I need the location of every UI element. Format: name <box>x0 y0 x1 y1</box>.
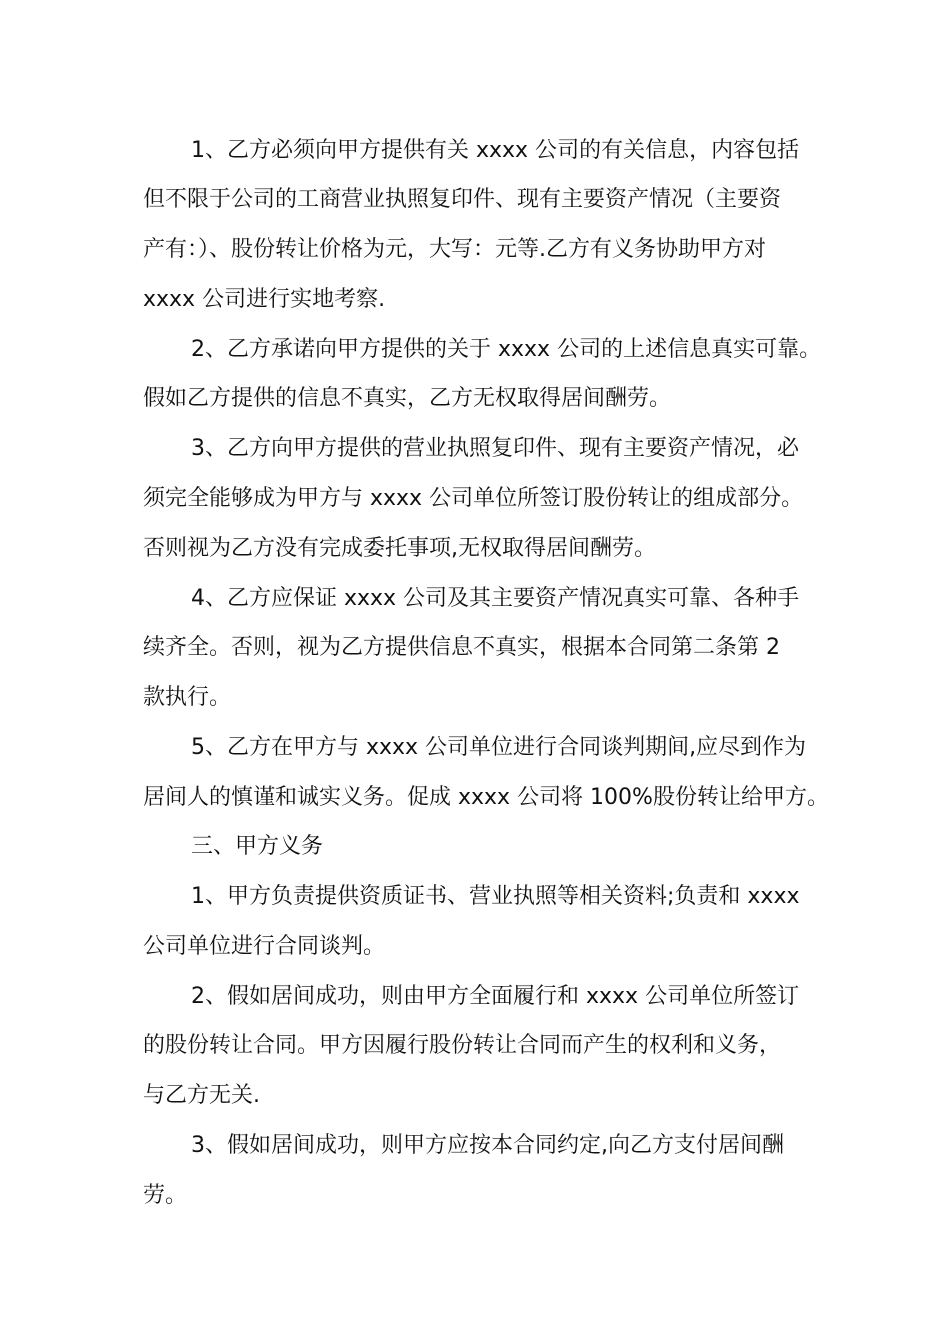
text-line: 1、乙方必须向甲方提供有关 xxxx 公司的有关信息，内容包括 <box>191 138 800 163</box>
text-line: 须完全能够成为甲方与 xxxx 公司单位所签订股份转让的组成部分。 <box>143 486 804 511</box>
text-line: 与乙方无关. <box>143 1083 260 1108</box>
text-line: 5、乙方在甲方与 xxxx 公司单位进行合同谈判期间,应尽到作为 <box>191 735 807 760</box>
text-line: 假如乙方提供的信息不真实，乙方无权取得居间酬劳。 <box>143 386 672 411</box>
text-line: 否则视为乙方没有完成委托事项,无权取得居间酬劳。 <box>143 536 656 561</box>
text-line: 产有：）、股份转让价格为元，大写：元等.乙方有义务协助甲方对 <box>143 237 766 262</box>
text-line: 居间人的慎谨和诚实义务。促成 xxxx 公司将 100%股份转让给甲方。 <box>143 785 829 810</box>
text-line: 2、假如居间成功，则由甲方全面履行和 xxxx 公司单位所签订 <box>191 984 800 1009</box>
text-line: 但不限于公司的工商营业执照复印件、现有主要资产情况（主要资 <box>143 187 782 212</box>
text-line: xxxx 公司进行实地考察. <box>143 287 386 312</box>
text-line: 3、假如居间成功，则甲方应按本合同约定,向乙方支付居间酬 <box>191 1133 784 1158</box>
section-heading: 三、甲方义务 <box>191 834 324 859</box>
text-line: 4、乙方应保证 xxxx 公司及其主要资产情况真实可靠、各种手 <box>191 586 800 611</box>
text-line: 续齐全。否则，视为乙方提供信息不真实，根据本合同第二条第 2 <box>143 635 780 660</box>
text-line: 公司单位进行合同谈判。 <box>143 934 386 959</box>
text-line: 劳。 <box>143 1183 188 1208</box>
text-line: 款执行。 <box>143 685 232 710</box>
text-line: 2、乙方承诺向甲方提供的关于 xxxx 公司的上述信息真实可靠。 <box>191 337 822 362</box>
text-line: 3、乙方向甲方提供的营业执照复印件、现有主要资产情况，必 <box>191 436 799 461</box>
text-line: 的股份转让合同。甲方因履行股份转让合同而产生的权利和义务， <box>143 1033 782 1058</box>
text-line: 1、甲方负责提供资质证书、营业执照等相关资料;负责和 xxxx <box>191 884 800 909</box>
